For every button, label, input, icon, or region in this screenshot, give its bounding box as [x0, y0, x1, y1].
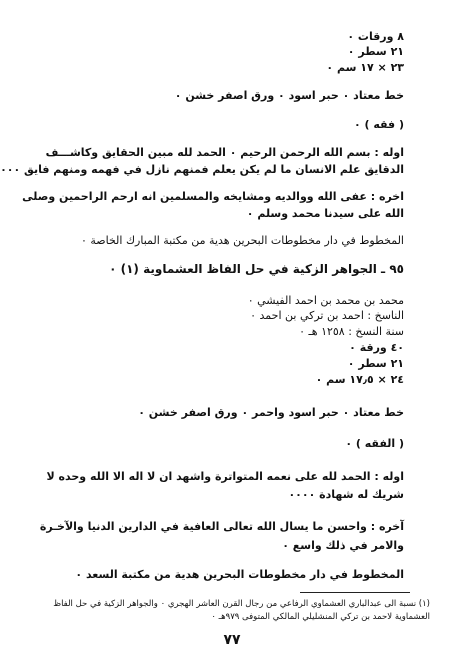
- manuscript-size: ٢٣ × ١٧ سم ٠: [326, 61, 404, 74]
- explicit-line-2: والامر في ذلك واسع ٠: [282, 539, 404, 552]
- lines-count: ٢١ سطر ٠: [347, 45, 404, 58]
- explicit-line-1: اخره : عفى الله ووالديه ومشايخه والمسلمين انه ارحم الراحمين وصلى: [22, 190, 404, 203]
- incipit-line-2: الدقايق علم الانسان ما لم يكن يعلم فمنهم نازل في فهمه ومنهم فايق ٠٠٠: [0, 163, 404, 176]
- subject-heading: ( فقه ) ٠: [353, 118, 404, 131]
- page-number: ٧٧: [223, 632, 241, 648]
- incipit-line-2: شريك له شهادة ٠٠٠٠: [288, 488, 404, 501]
- explicit-line-1: آخره : واحسن ما يسال الله تعالى العافية في الدارين الدنيا والآخـرة: [39, 520, 404, 533]
- manuscript-size: ٢٤ × ١٧٫٥ سم ٠: [315, 373, 404, 386]
- author-name: محمد بن محمد بن احمد الفيشي ٠: [247, 294, 404, 307]
- footnote-separator: [300, 592, 410, 593]
- copy-year: سنة النسخ : ١٢٥٨ هـ ٠: [299, 325, 404, 338]
- script-description: خط معتاد ٠ حبر اسود واحمر ٠ ورق اصفر خشن ٠: [138, 406, 404, 419]
- script-description: خط معتاد ٠ حبر اسود ٠ ورق اصفر خشن ٠: [174, 89, 404, 102]
- incipit-line-1: اوله : بسم الله الرحمن الرحيم ٠ الحمد لله مبين الحقايق وكاشـــف: [45, 146, 404, 159]
- incipit-line-1: اوله : الحمد لله على نعمه المتواترة واشهد ان لا اله الا الله وحده لا: [46, 470, 404, 483]
- provenance-note: المخطوط في دار مخطوطات البحرين هدية من مكتبة السعد ٠: [75, 568, 404, 581]
- footnote-line-2: العشماوية لاحمد بن تركي المنشليلي المالكي المتوفى ٩٧٩هـ ٠: [211, 612, 430, 622]
- lines-count: ٢١ سطر ٠: [347, 357, 404, 370]
- entry-title: ٩٥ ـ الجواهر الزكية في حل الفاظ العشماوية (١) ٠: [109, 262, 404, 276]
- explicit-line-2: الله على سيدنا محمد وسلم ٠: [246, 207, 404, 220]
- footnote-line-1: (١) نسبة الى عبدالباري العشماوي الرفاعي من رجال القرن العاشر الهجري ٠ والجواهر الزكية في حل الفاظ: [53, 599, 430, 609]
- leaves-count: ٨ ورقات ٠: [347, 30, 404, 43]
- subject-heading: ( الفقه ) ٠: [345, 437, 404, 450]
- copyist-name: الناسخ : احمد بن تركي بن احمد ٠: [250, 309, 404, 322]
- leaves-count: ٤٠ ورقة ٠: [349, 341, 404, 354]
- provenance-note: المخطوط في دار مخطوطات البحرين هدية من مكتبة المبارك الخاصة ٠: [80, 234, 404, 247]
